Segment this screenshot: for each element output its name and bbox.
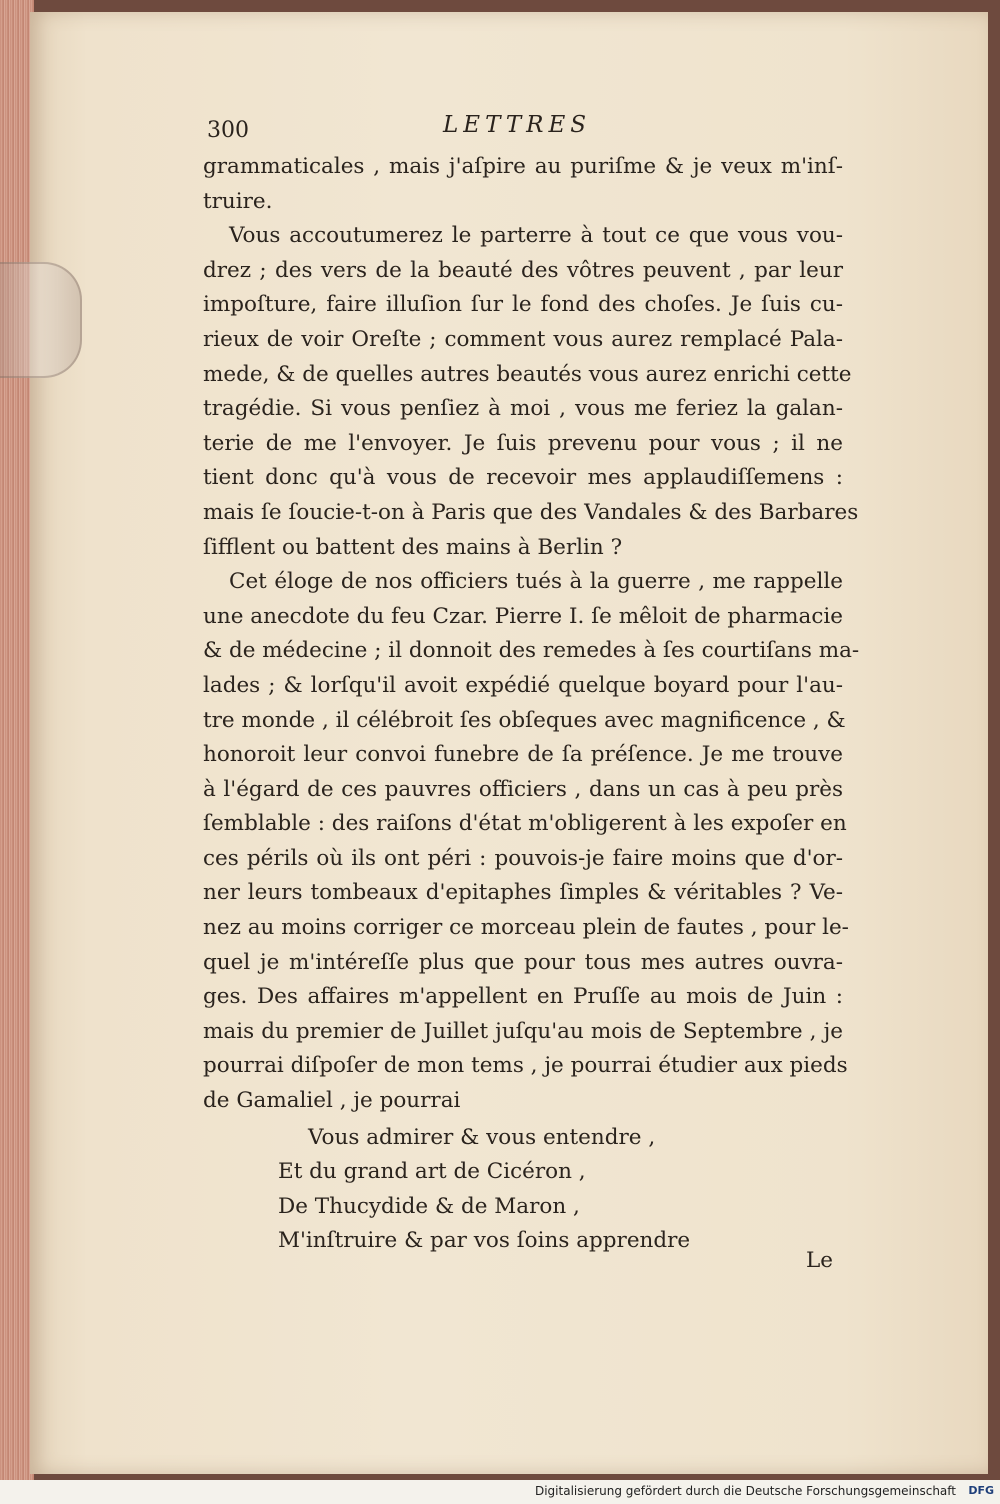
text-line: Cet éloge de nos officiers tués à la guerre , me rappelle xyxy=(229,569,843,595)
text-line: tient donc qu'à vous de recevoir mes applaudiſſemens : xyxy=(203,465,843,491)
text-line: ſifflent ou battent des mains à Berlin ? xyxy=(203,534,623,560)
footer-credit: Digitalisierung gefördert durch die Deutsche Forschungsgemeinschaft xyxy=(534,1484,956,1498)
text-line: Vous accoutumerez le parterre à tout ce que vous vou- xyxy=(229,223,843,249)
text-line: ner leurs tombeaux d'epitaphes ſimples & véritables ? Ve- xyxy=(203,880,843,906)
dfg-logo: DFG xyxy=(968,1484,994,1497)
verse-line: De Thucydide & de Maron , xyxy=(278,1193,580,1219)
text-line: mais ſe ſoucie-t-on à Paris que des Vandales & des Barbares xyxy=(203,499,859,525)
text-line: drez ; des vers de la beauté des vôtres peuvent , par leur xyxy=(203,257,843,283)
catchword: Le xyxy=(806,1248,834,1273)
body-text xyxy=(203,150,860,1119)
running-title: LETTRES xyxy=(443,112,592,138)
page-edges xyxy=(0,0,34,1480)
text-line: pourrai diſpoſer de mon tems , je pourrai étudier aux pieds xyxy=(203,1053,848,1079)
text-line: terie de me l'envoyer. Je ſuis prevenu pour vous ; il ne xyxy=(203,430,843,456)
text-line: honoroit leur convoi funebre de ſa préſence. Je me trouve xyxy=(203,742,843,768)
page-text-block xyxy=(203,108,860,1259)
text-line: tre monde , il célébroit ſes obſeques avec magnificence , & xyxy=(203,707,846,733)
text-line: tragédie. Si vous penſiez à moi , vous me feriez la galan- xyxy=(203,396,843,422)
text-line: à l'égard de ces pauvres officiers , dans un cas à peu près xyxy=(203,776,843,802)
page-clip xyxy=(0,262,82,378)
text-line: impoſture, faire illuſion ſur le fond des choſes. Je ſuis cu- xyxy=(203,292,843,318)
text-line: nez au moins corriger ce morceau plein de fautes , pour le- xyxy=(203,915,849,941)
verse-line: Vous admirer & vous entendre , xyxy=(308,1124,656,1150)
text-line: de Gamaliel , je pourrai xyxy=(203,1088,461,1114)
text-line: truire. xyxy=(203,188,273,214)
text-line: quel je m'intéreſſe plus que pour tous mes autres ouvra- xyxy=(203,949,843,975)
digitization-footer xyxy=(0,1480,1000,1504)
text-line: ges. Des affaires m'appellent en Pruſſe au mois de Juin : xyxy=(203,984,843,1010)
verse-line: Et du grand art de Cicéron , xyxy=(278,1159,586,1185)
verse-line: M'inſtruire & par vos ſoins apprendre xyxy=(278,1228,691,1254)
text-line: ces périls où ils ont péri : pouvois-je faire moins que d'or- xyxy=(203,845,843,871)
page-header xyxy=(203,108,843,148)
text-line: ſemblable : des raiſons d'état m'obligerent à les expoſer en xyxy=(203,811,847,837)
text-line: mede, & de quelles autres beautés vous aurez enrichi cette xyxy=(203,361,852,387)
text-line: rieux de voir Oreſte ; comment vous aurez remplacé Pala- xyxy=(203,326,843,352)
page-number: 300 xyxy=(207,118,249,143)
verse-block xyxy=(203,1121,843,1259)
text-line: & de médecine ; il donnoit des remedes à ſes courtiſans ma- xyxy=(203,638,860,664)
text-line: lades ; & lorſqu'il avoit expédié quelque boyard pour l'au- xyxy=(203,672,843,698)
text-line: grammaticales , mais j'aſpire au puriſme & je veux m'inſ- xyxy=(203,154,843,179)
text-line: mais du premier de Juillet juſqu'au mois de Septembre , je xyxy=(203,1018,843,1044)
text-line: une anecdote du feu Czar. Pierre I. ſe mêloit de pharmacie xyxy=(203,603,843,629)
